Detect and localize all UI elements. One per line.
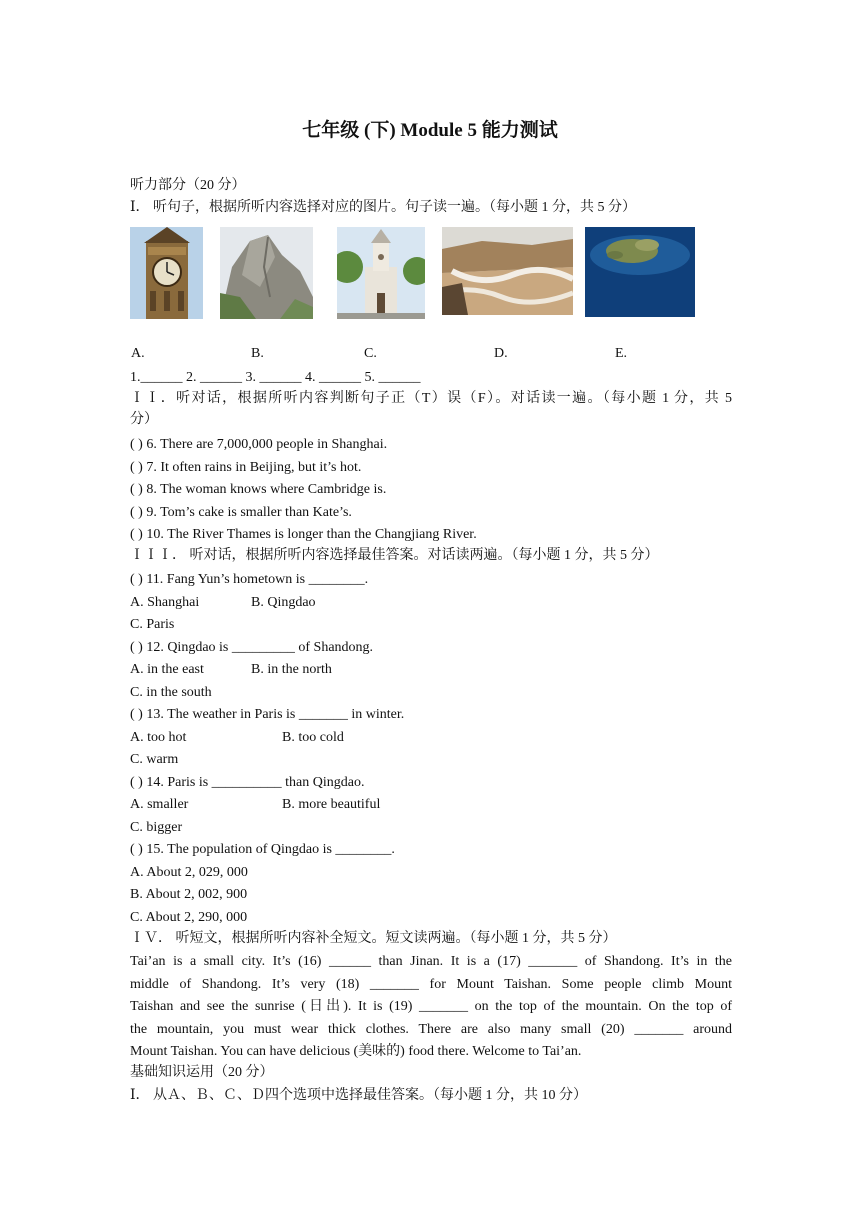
part3-instruction: ＩＩＩ． 听对话，根据所听内容选择最佳答案。对话读两遍。（每小题 1 分，共 5 分） xyxy=(130,548,659,563)
passage-line: Mount Taishan. You can have delicious (美味的) food there. Welcome to Tai’an. xyxy=(130,1044,582,1059)
tf-question: ( ) 7. It often rains in Beijing, but it’s hot. xyxy=(130,460,362,475)
passage-line: middle of Shandong. It’s very (18) _______ for Mount Taishan. Some people climb Mount xyxy=(130,977,732,992)
clock-tower-image xyxy=(130,227,203,319)
image-label-c: C. xyxy=(364,346,377,361)
basics-heading: 基础知识运用（20 分） xyxy=(130,1065,274,1080)
mc-option-c: C. warm xyxy=(130,752,179,767)
mc-option-a: A. too hot xyxy=(130,730,187,745)
part1-answer-blanks: 1.______ 2. ______ 3. ______ 4. ______ 5. ______ xyxy=(130,370,421,385)
mc-option-a: A. in the east xyxy=(130,662,204,677)
mc-option-c: C. in the south xyxy=(130,685,212,700)
mc-option-b: B. too cold xyxy=(282,730,344,745)
passage-line: the mountain, you must wear thick clothes. There are also many small (20) _______ around xyxy=(130,1022,732,1037)
image-label-b: B. xyxy=(251,346,264,361)
mc-option-b: B. more beautiful xyxy=(282,797,381,812)
tf-question: ( ) 9. Tom’s cake is smaller than Kate’s. xyxy=(130,505,352,520)
mc-question: ( ) 13. The weather in Paris is _______ in winter. xyxy=(130,707,405,722)
mc-option-a: A. Shanghai xyxy=(130,595,200,610)
mc-option-c: C. bigger xyxy=(130,820,183,835)
mc-option-a: A. About 2, 029, 000 xyxy=(130,865,248,880)
tf-question: ( ) 10. The River Thames is longer than the Changjiang River. xyxy=(130,527,477,542)
mc-option-b: B. in the north xyxy=(251,662,332,677)
church-image xyxy=(337,227,425,319)
waterfall-image xyxy=(442,227,573,315)
rocky-mountain-image xyxy=(220,227,313,319)
image-label-d: D. xyxy=(494,346,508,361)
listening-heading: 听力部分（20 分） xyxy=(130,178,246,193)
mc-option-c: C. About 2, 290, 000 xyxy=(130,910,248,925)
passage-line: Taishan and see the sunrise (日出). It is (19) _______ on the top of the mountain. On the top of xyxy=(130,999,732,1014)
mc-question: ( ) 12. Qingdao is _________ of Shandong. xyxy=(130,640,374,655)
tf-question: ( ) 8. The woman knows where Cambridge is. xyxy=(130,482,387,497)
tf-question: ( ) 6. There are 7,000,000 people in Shanghai. xyxy=(130,437,388,452)
image-label-e: E. xyxy=(615,346,628,361)
mc-option-a: A. smaller xyxy=(130,797,189,812)
mc-question: ( ) 15. The population of Qingdao is ________. xyxy=(130,842,395,857)
part2-instruction: ＩＩ．听对话，根据所听内容判断句子正（T）误（F）。对话读一遍。（每小题 1 分，共 5 xyxy=(130,391,732,406)
part1-instruction: Ⅰ． 听句子，根据所听内容选择对应的图片。句子读一遍。（每小题 1 分，共 5 分） xyxy=(130,200,637,215)
basics-part1-instruction: Ⅰ． 从Ａ、Ｂ、Ｃ、Ｄ四个选项中选择最佳答案。（每小题 1 分，共 10 分） xyxy=(130,1088,588,1103)
part2-instruction-cont: 分） xyxy=(130,412,158,427)
mc-question: ( ) 11. Fang Yun’s hometown is ________. xyxy=(130,572,369,587)
passage-line: Tai’an is a small city. It’s (16) ______ than Jinan. It is a (17) _______ of Shandong. It’s in the xyxy=(130,954,732,969)
image-label-a: A. xyxy=(131,346,145,361)
page-title: 七年级 (下) Module 5 能力测试 xyxy=(302,120,558,141)
mc-option-b: B. Qingdao xyxy=(251,595,316,610)
mc-option-c: C. Paris xyxy=(130,617,175,632)
mc-question: ( ) 14. Paris is __________ than Qingdao. xyxy=(130,775,365,790)
mc-option-b: B. About 2, 002, 900 xyxy=(130,887,248,902)
part4-instruction: ＩＶ． 听短文，根据所听内容补全短文。短文读两遍。（每小题 1 分，共 5 分） xyxy=(130,931,617,946)
island-image xyxy=(585,227,695,317)
